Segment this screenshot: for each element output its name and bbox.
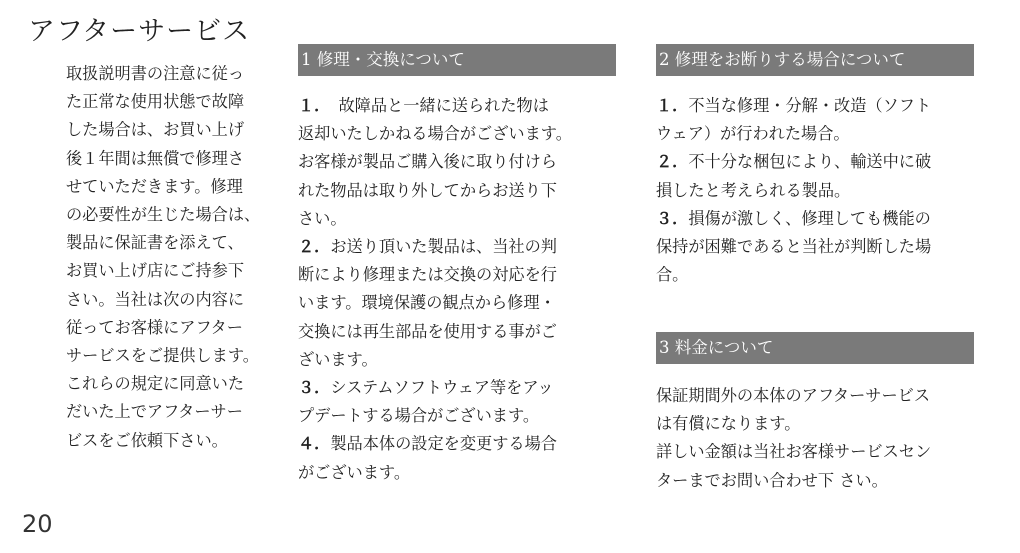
intro-line: お買い上げ店にご持参下 bbox=[66, 261, 245, 281]
item-number: ４． bbox=[298, 434, 331, 454]
intro-line: 後１年間は無償で修理さ bbox=[66, 148, 245, 168]
intro-line: の必要性が生じた場合は、 bbox=[66, 205, 261, 225]
line-text: ウェア）が行われた場合。 bbox=[656, 124, 850, 144]
intro-line: せていただきます。修理 bbox=[66, 176, 243, 196]
line-text: ざいます。 bbox=[298, 349, 378, 369]
line-text: お客様が製品ご購入後に取り付けら bbox=[298, 152, 557, 172]
body-line bbox=[298, 177, 616, 205]
item-number: ３． bbox=[298, 378, 331, 398]
line-text: 詳しい金額は当社お客様サービスセン bbox=[656, 442, 932, 462]
line-text: がございます。 bbox=[298, 462, 411, 482]
intro-paragraph bbox=[66, 60, 284, 455]
line-text: 交換には再生部品を使用する事がご bbox=[298, 321, 557, 341]
body-line bbox=[298, 459, 616, 487]
section-repair-refusal bbox=[656, 44, 974, 289]
line-text: ターまでお問い合わせ下 さい。 bbox=[656, 470, 888, 490]
section-header: 1 修理・交換について bbox=[298, 44, 616, 76]
body-line bbox=[298, 233, 616, 261]
line-text: さい。 bbox=[298, 208, 347, 228]
page-title: アフターサービス bbox=[28, 16, 251, 47]
line-text: プデートする場合がございます。 bbox=[298, 406, 540, 426]
item-number: １． bbox=[656, 96, 689, 115]
body-line bbox=[298, 430, 616, 458]
line-text: 故障品と一緒に送られた物は bbox=[322, 96, 549, 115]
line-text: 保証期間外の本体のアフターサービス bbox=[656, 386, 931, 405]
body-line bbox=[298, 148, 616, 176]
section-fees bbox=[656, 332, 974, 495]
intro-line: さい。当社は次の内容に bbox=[66, 289, 245, 309]
intro-line: だいた上でアフターサー bbox=[66, 402, 243, 422]
body-line bbox=[656, 148, 974, 176]
body-line bbox=[656, 382, 974, 410]
body-line bbox=[298, 205, 616, 233]
section-body bbox=[656, 92, 974, 289]
item-number: ３． bbox=[656, 208, 689, 228]
line-text: います。環境保護の観点から修理・ bbox=[298, 293, 556, 313]
body-line bbox=[656, 438, 974, 466]
section-body bbox=[298, 92, 616, 487]
intro-line: 製品に保証書を添えて、 bbox=[66, 233, 244, 253]
intro-line: た正常な使用状態で故障 bbox=[66, 92, 245, 112]
line-text: 不当な修理・分解・改造（ソフト bbox=[688, 96, 932, 115]
body-line bbox=[298, 374, 616, 402]
body-line bbox=[656, 467, 974, 495]
section-header: 2 修理をお断りする場合について bbox=[656, 44, 974, 76]
line-text: 製品本体の設定を変更する場合 bbox=[330, 434, 557, 454]
section-repair-exchange bbox=[298, 44, 616, 487]
body-line bbox=[656, 233, 974, 261]
body-line bbox=[298, 318, 616, 346]
body-line bbox=[298, 92, 616, 120]
line-text: れた物品は取り外してからお送り下 bbox=[298, 180, 557, 200]
line-text: 断により修理または交換の対応を行 bbox=[298, 265, 557, 285]
body-line bbox=[656, 205, 974, 233]
body-line bbox=[656, 92, 974, 120]
item-number: ２． bbox=[656, 152, 689, 172]
body-line bbox=[298, 289, 616, 317]
section-body bbox=[656, 382, 974, 495]
body-line bbox=[656, 120, 974, 148]
intro-line: これらの規定に同意いた bbox=[66, 374, 245, 394]
intro-line: 取扱説明書の注意に従っ bbox=[66, 64, 245, 83]
line-text: システムソフトウェア等をアッ bbox=[330, 378, 554, 398]
page-number: 20 bbox=[22, 510, 53, 538]
item-number: ２． bbox=[298, 237, 331, 257]
intro-line: 従ってお客様にアフター bbox=[66, 317, 243, 337]
line-text: は有償になります。 bbox=[656, 414, 801, 434]
body-line bbox=[298, 120, 616, 148]
line-text: 合。 bbox=[656, 265, 689, 285]
line-text: 保持が困難であると当社が判断した場 bbox=[656, 237, 932, 257]
line-text: 不十分な梱包により、輸送中に破 bbox=[688, 152, 932, 172]
intro-line: ビスをご依頼下さい。 bbox=[66, 430, 228, 450]
intro-line: サービスをご提供します。 bbox=[66, 346, 259, 366]
body-line bbox=[656, 410, 974, 438]
body-line bbox=[298, 346, 616, 374]
section-header: 3 料金について bbox=[656, 332, 974, 364]
line-text: 損傷が激しく、修理しても機能の bbox=[688, 208, 931, 228]
line-text: お送り頂いた製品は、当社の判 bbox=[330, 237, 557, 257]
body-line bbox=[656, 261, 974, 289]
item-number: １． bbox=[298, 96, 323, 115]
line-text: 損したと考えられる製品。 bbox=[656, 180, 851, 200]
intro-line: した場合は、お買い上げ bbox=[66, 120, 245, 140]
body-line bbox=[298, 261, 616, 289]
body-line bbox=[656, 177, 974, 205]
line-text: 返却いたしかねる場合がございます。 bbox=[298, 124, 572, 144]
body-line bbox=[298, 402, 616, 430]
